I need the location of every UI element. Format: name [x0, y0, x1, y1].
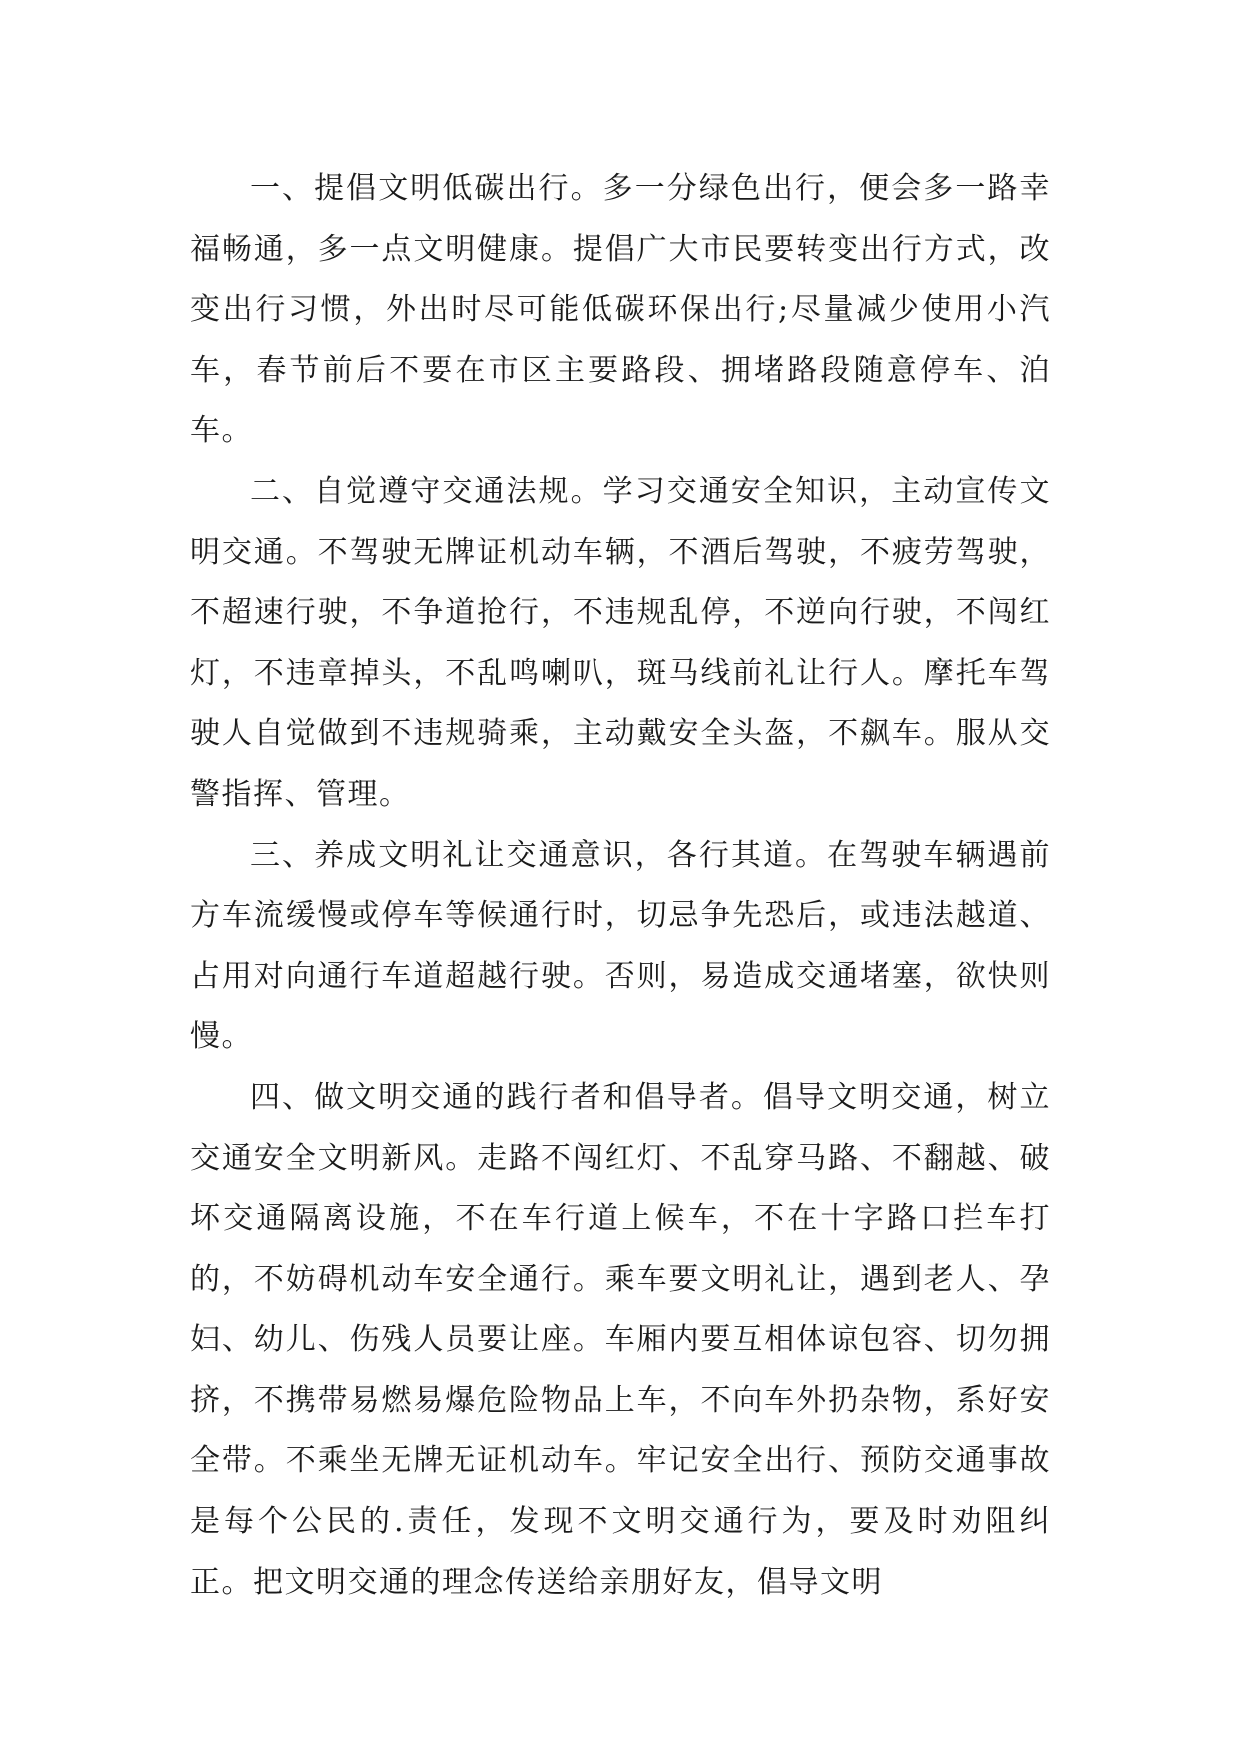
paragraph-3-courtesy-awareness: 三、养成文明礼让交通意识，各行其道。在驾驶车辆遇前方车流缓慢或停车等候通行时，切忌争先恐后，或违法越道、占用对向通行车道超越行驶。否则，易造成交通堵塞，欲快则慢。 — [190, 837, 1051, 1055]
document-body — [190, 159, 1051, 1613]
paragraph-1-low-carbon-travel: 一、提倡文明低碳出行。多一分绿色出行，便会多一路幸福畅通，多一点文明健康。提倡广大市民要转变出行方式，改变出行习惯，外出时尽可能低碳环保出行;尽量减少使用小汽车，春节前后不要在市区主要路段、拥堵路段随意停车、泊车。 — [190, 171, 1051, 449]
paragraph-4-practitioner-advocate: 四、做文明交通的践行者和倡导者。倡导文明交通，树立交通安全文明新风。走路不闯红灯、不乱穿马路、不翻越、破坏交通隔离设施，不在车行道上候车，不在十字路口拦车打的，不妨碍机动车安全通行。乘车要文明礼让，遇到老人、孕妇、幼儿、伤残人员要让座。车厢内要互相体谅包容、切勿拥挤，不携带易燃易爆危险物品上车，不向车外扔杂物，系好安全带。不乘坐无牌无证机动车。牢记安全出行、预防交通事故是每个公民的.责任，发现不文明交通行为，要及时劝阻纠正。把文明交通的理念传送给亲朋好友，倡导文明 — [190, 1079, 1051, 1600]
paragraph-2-obey-traffic-laws: 二、自觉遵守交通法规。学习交通安全知识，主动宣传文明交通。不驾驶无牌证机动车辆，不酒后驾驶，不疲劳驾驶，不超速行驶，不争道抢行，不违规乱停，不逆向行驶，不闯红灯，不违章掉头，不乱鸣喇叭，斑马线前礼让行人。摩托车驾驶人自觉做到不违规骑乘，主动戴安全头盔，不飙车。服从交警指挥、管理。 — [190, 473, 1051, 812]
